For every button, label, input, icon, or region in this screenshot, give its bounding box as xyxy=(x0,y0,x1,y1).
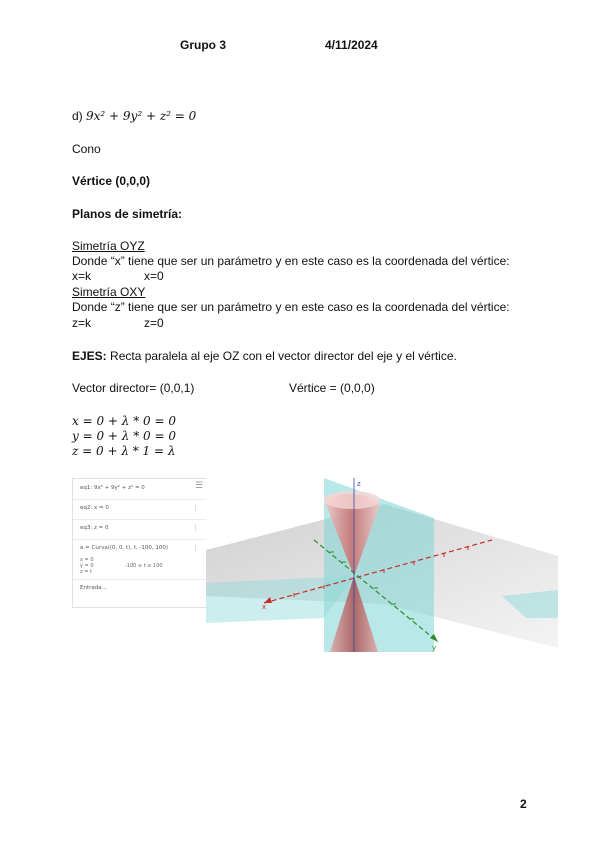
more-icon[interactable]: ⋮ xyxy=(192,524,199,532)
algebra-row-plane-z[interactable] xyxy=(73,519,207,540)
symmetry-oxy-desc: Donde “z” tiene que ser un parámetro y en este caso es la coordenada del vértice: xyxy=(72,300,510,314)
equation xyxy=(72,109,196,123)
param-line-z: z = 0 + λ * 1 = λ xyxy=(72,444,176,458)
param-block-x: x = 0 xyxy=(80,557,94,563)
algebra-panel xyxy=(72,478,208,608)
vertex-heading: Vértice (0,0,0) xyxy=(72,174,151,188)
param-line-x: x = 0 + λ * 0 = 0 xyxy=(72,414,176,428)
vertex-equation: Vértice = (0,0,0) xyxy=(289,381,375,395)
more-icon[interactable]: ⋮ xyxy=(192,504,199,512)
param-block xyxy=(80,557,94,575)
algebra-input-text: Entrada... xyxy=(80,585,107,591)
equation-text: 9x² + 9y² + z² = 0 xyxy=(86,109,197,123)
symmetry-oxy-right: z=0 xyxy=(144,316,164,330)
param-block-z: z = t xyxy=(80,569,92,575)
symmetry-oxy-title: Simetría OXY xyxy=(72,285,146,299)
header-date: 4/11/2024 xyxy=(325,38,378,52)
menu-icon[interactable]: ☰ xyxy=(194,481,203,491)
algebra-row-curve[interactable] xyxy=(73,539,207,580)
axes-label: EJES: xyxy=(72,349,107,363)
param-line-y: y = 0 + λ * 0 = 0 xyxy=(72,429,176,443)
algebra-row-curve-text: a = Curva((0, 0, t), t, -100, 100) xyxy=(80,545,169,551)
axes-text: Recta paralela al eje OZ con el vector director del eje y el vértice. xyxy=(106,349,457,363)
symmetry-title: Planos de simetría: xyxy=(72,207,183,221)
surface-type: Cono xyxy=(72,142,101,156)
symmetry-oyz-left: x=k xyxy=(72,269,92,283)
symmetry-oxy-left: z=k xyxy=(72,316,92,330)
vector-director: Vector director= (0,0,1) xyxy=(72,381,195,395)
more-icon[interactable]: ⋮ xyxy=(192,544,199,552)
z-axis-label: z xyxy=(357,480,361,488)
param-range: -100 ≤ t ≤ 100 xyxy=(125,563,163,569)
param-block-y: y = 0 xyxy=(80,563,94,569)
header-group: Grupo 3 xyxy=(180,38,227,52)
algebra-row-cone-text: eq1: 9x² + 9y² + z² = 0 xyxy=(80,485,145,491)
symmetry-oyz-right: x=0 xyxy=(144,269,164,283)
cone-upper-rim xyxy=(324,491,380,509)
symmetry-oyz-title: Simetría OYZ xyxy=(72,239,145,253)
algebra-input[interactable] xyxy=(73,579,207,599)
algebra-row-plane-x[interactable] xyxy=(73,499,207,520)
algebra-row-plane-x-text: eq2: x = 0 xyxy=(80,505,109,511)
algebra-row-cone[interactable] xyxy=(73,479,207,500)
symmetry-oyz-desc: Donde “x” tiene que ser un parámetro y en este caso es la coordenada del vértice: xyxy=(72,254,510,268)
y-axis-label: y xyxy=(432,644,437,652)
page-number: 2 xyxy=(520,797,527,811)
graphics-3d-view[interactable] xyxy=(206,478,558,652)
axes-line xyxy=(72,349,457,363)
equation-prefix: d) xyxy=(72,109,87,123)
algebra-row-plane-z-text: eq3: z = 0 xyxy=(80,525,109,531)
x-axis-label: x xyxy=(262,603,267,611)
graphics-3d-svg xyxy=(206,478,558,652)
